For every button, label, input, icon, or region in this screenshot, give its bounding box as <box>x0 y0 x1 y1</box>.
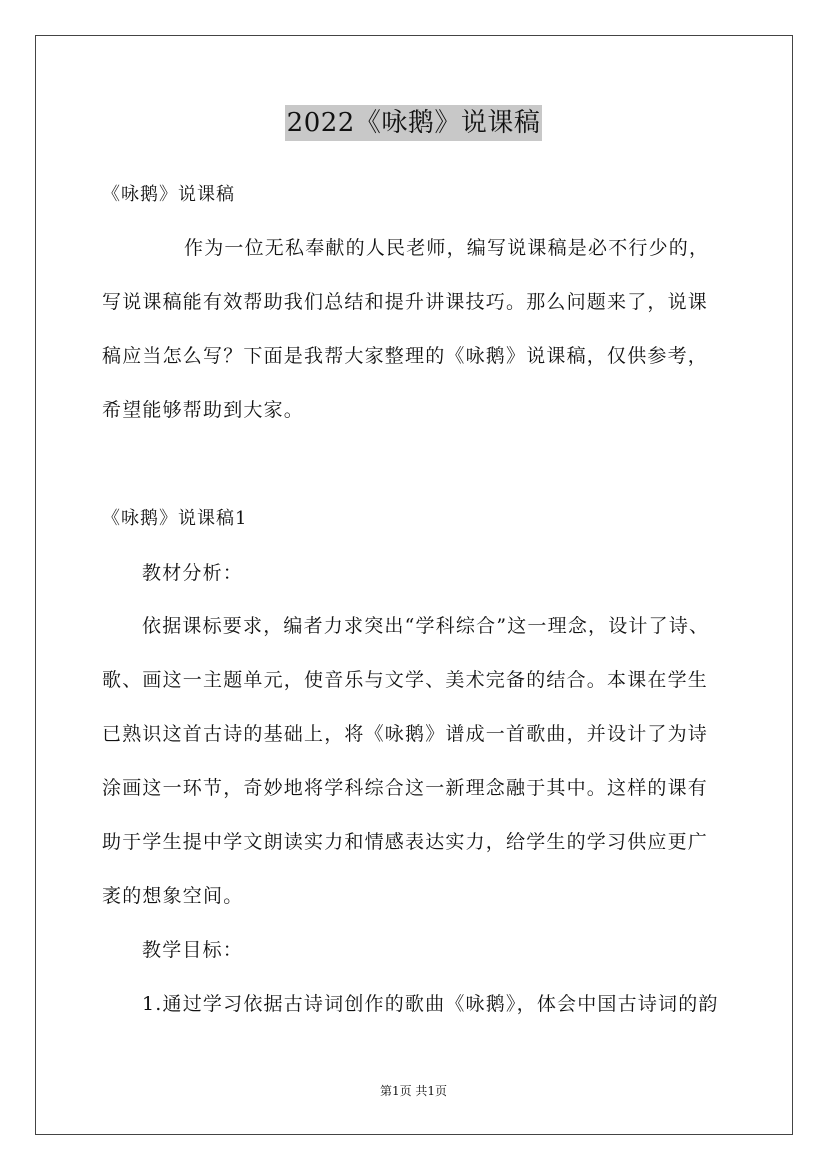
subtitle: 《咏鹅》说课稿 <box>102 184 235 205</box>
material-line: 涂画这一环节，奇妙地将学科综合这一新理念融于其中。这样的课有 <box>102 777 709 799</box>
goals-line: 1.通过学习依据古诗词创作的歌曲《咏鹅》，体会中国古诗词的韵 <box>142 993 719 1015</box>
page-number: 第1页 共1页 <box>379 1084 448 1098</box>
document-title: 2022《咏鹅》说课稿 <box>285 105 543 141</box>
intro-line: 写说课稿能有效帮助我们总结和提升讲课技巧。那么问题来了，说课 <box>102 291 709 313</box>
intro-line: 希望能够帮助到大家。 <box>102 399 305 421</box>
material-heading: 教材分析： <box>142 562 244 584</box>
material-line: 已熟识这首古诗的基础上，将《咏鹅》谱成一首歌曲，并设计了为诗 <box>102 723 709 745</box>
goals-heading: 教学目标： <box>142 939 244 961</box>
intro-line: 稿应当怎么写？下面是我帮大家整理的《咏鹅》说课稿，仅供参考， <box>102 345 709 367</box>
material-line: 依据课标要求，编者力求突出“学科综合”这一理念，设计了诗、 <box>142 615 710 637</box>
intro-line: 作为一位无私奉献的人民老师，编写说课稿是必不行少的， <box>184 237 710 259</box>
material-line: 袤的想象空间。 <box>102 885 244 907</box>
material-line: 歌、画这一主题单元，使音乐与文学、美术完备的结合。本课在学生 <box>102 669 709 691</box>
section-heading: 《咏鹅》说课稿1 <box>102 508 248 529</box>
title-container <box>0 105 827 141</box>
material-line: 助于学生提中学文朗读实力和情感表达实力，给学生的学习供应更广 <box>102 831 709 853</box>
